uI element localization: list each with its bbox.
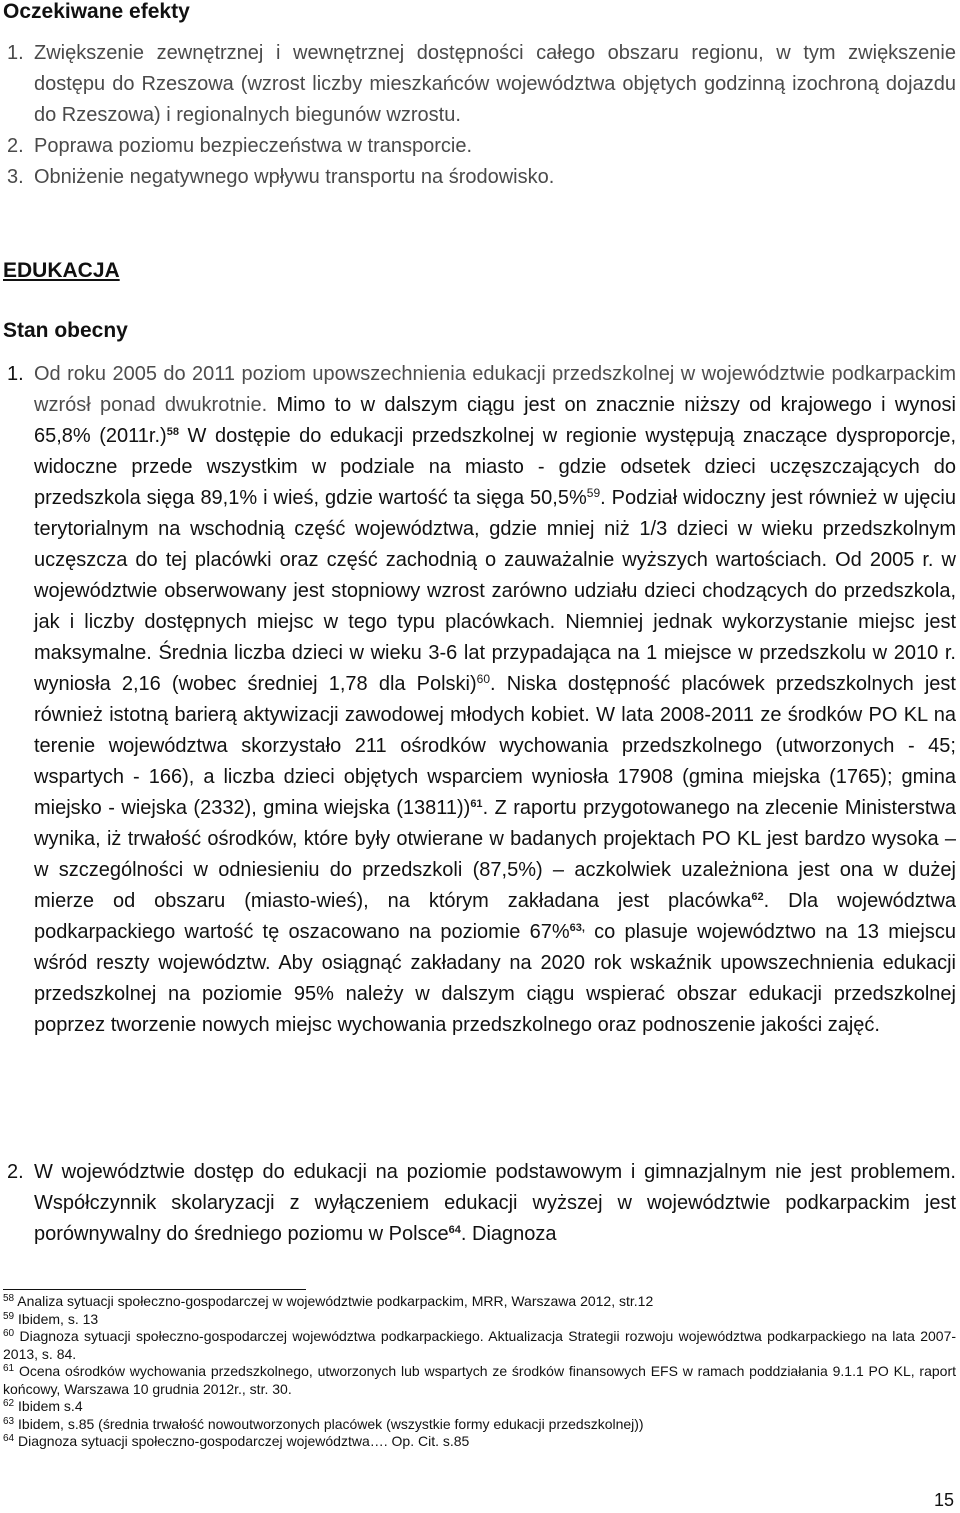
footnote-number: 60 — [3, 1328, 15, 1339]
footnote-separator — [3, 1289, 306, 1290]
footnote-text: Ibidem, s.85 (średnia trwałość nowoutworzonych placówek (wszystkie formy edukacji przedszkolnej)) — [18, 1415, 644, 1432]
text-segment: co plasuje województwo na 13 miejscu wśród reszty województw. Aby osiągnąć zakładany na 2020 rok wskaźnik upowszechnienia edukacji przedszkolnej na poziomie 95% należy w dalszym ciągu wspierać obszar edukacji przedszkolnej poprzez tworzenie nowych miejsc wychowania przedszkolnego oraz podnoszenie jakości zajęć. — [34, 921, 956, 1036]
list-item-text: Poprawa poziomu bezpieczeństwa w transporcie. — [34, 135, 472, 157]
footnote — [3, 1293, 956, 1311]
page-number: 15 — [933, 1490, 954, 1510]
footnote-number: 64 — [3, 1433, 15, 1444]
list-item-text: Zwiększenie zewnętrznej i wewnętrznej dostępności całego obszaru regionu, w tym zwiększenie dostępu do Rzeszowa (wzrost liczby mieszkańców województwa objętych godzinną izochroną dojazdu do Rzeszowa) i regionalnych biegunów wzrostu. — [34, 42, 956, 126]
footnote-number: 59 — [3, 1310, 15, 1322]
list-item-number: 3. — [7, 166, 24, 188]
text-segment: . Z raportu przygotowanego na zlecenie Ministerstwa wynika, iż trwałość ośrodków, które były otwierane w badanych projektach PO KL jest bardzo wysoka – w szczególności w odniesieniu do przedszkoli (87,5%) – aczkolwiek uzależniona jest ona w dużej mierze od obszaru (miasto-wieś), na którym zakładana jest placówka — [34, 797, 956, 912]
footnote — [3, 1398, 956, 1416]
footnote — [3, 1311, 956, 1329]
list-item-text: Obniżenie negatywnego wpływu transportu na środowisko. — [34, 166, 555, 188]
text-segment: Mimo to w dalszym ciągu jest on znacznie niższy od krajowego i wynosi 65,8% (2011r.) — [34, 394, 956, 447]
footnote-text: Ibidem, s. 13 — [18, 1310, 99, 1327]
text-segment: Od roku 2005 do 2011 poziom upowszechnienia edukacji przedszkolnej w województwie podkarpackim wzrósł ponad dwukrotnie. — [34, 363, 956, 416]
paragraph-number: 1. — [7, 363, 24, 385]
footnote-ref: 58 — [166, 426, 179, 438]
footnote-ref: 62 — [751, 891, 764, 903]
text-segment: . Dla województwa podkarpackiego wartość tę oszacowano na poziomie 67% — [34, 890, 957, 943]
section-title-education: EDUKACJA — [3, 259, 120, 282]
footnote-ref: 61 — [470, 798, 483, 810]
footnote-ref: 64 — [448, 1224, 461, 1236]
footnote-number: 58 — [3, 1293, 15, 1304]
footnote-text: Ocena ośrodków wychowania przedszkolnego, utworzonych lub wspartych ze środków finansowych EFS w ramach poddziałania 9.1.1 PO KL, raport końcowy, Warszawa 10 grudnia 2012r., str. 30. — [3, 1363, 957, 1397]
subsection-title-current-state: Stan obecny — [3, 319, 128, 342]
footnote-number: 62 — [3, 1398, 15, 1409]
list-item-number: 1. — [7, 42, 24, 64]
footnote — [3, 1433, 956, 1451]
text-segment: W województwie dostęp do edukacji na poziomie podstawowym i gimnazjalnym nie jest problemem. — [34, 1161, 956, 1183]
footnote-ref: 60 — [476, 672, 491, 686]
heading-expected-effects: Oczekiwane efekty — [3, 0, 190, 23]
footnote — [3, 1363, 956, 1398]
footnote-ref: 63, — [569, 922, 585, 934]
text-segment: . Diagnoza — [460, 1223, 557, 1245]
footnote — [3, 1328, 956, 1363]
footnote-text: Diagnoza sytuacji społeczno-gospodarczej województwa podkarpackiego. Aktualizacja Strategii rozwoju województwa podkarpackiego na lata 2007-2013, s. 84. — [3, 1328, 957, 1362]
footnotes — [3, 1293, 956, 1451]
paragraph-text — [34, 359, 956, 1041]
footnote-text: Analiza sytuacji społeczno-gospodarczej w województwie podkarpackim, MRR, Warszawa 2012, str.12 — [17, 1293, 654, 1309]
text-segment: Współczynnik skolaryzacji z wyłączeniem edukacji wyższej w województwie podkarpackim jest porównywalny do średniego poziomu w Polsce — [34, 1192, 956, 1245]
text-segment: . Podział widoczny jest również w ujęciu terytorialnym na wschodnią część województwa, gdzie mniej niż 1/3 dzieci w wieku przedszkolnym uczęszcza do tej placówki oraz część zachodnią o zauważalnie wyższych wartościach. Od 2005 r. w województwie obserwowany jest stopniowy wzrost zarówno udziału dzieci chodzących do przedszkola, jak i liczby dostępnych miejsc w tego typu placówkach. Niemniej jednak wykorzystanie miejsc jest maksymalne. Średnia liczba dzieci w wieku 3-6 lat przypadająca na 1 miejsce w przedszkolu w 2010 r. wyniosła 2,16 (wobec średniej 1,78 dla Polski) — [34, 487, 956, 695]
paragraph-text — [34, 1157, 956, 1250]
footnote-text: Diagnoza sytuacji społeczno-gospodarczej województwa…. Op. Cit. s.85 — [18, 1433, 470, 1449]
text-segment: W dostępie do edukacji przedszkolnej w regionie występują znaczące dysproporcje, widoczne przede wszystkim w podziale na miasto - gdzie odsetek dzieci uczęszczających do przedszkola sięga 89,1% i wieś, gdzie wartość ta sięga 50,5% — [34, 425, 957, 509]
footnote — [3, 1416, 956, 1434]
list-item-number: 2. — [7, 135, 24, 157]
footnote-number: 61 — [3, 1363, 15, 1374]
paragraph-number: 2. — [7, 1161, 24, 1183]
text-segment: . Niska dostępność placówek przedszkolnych jest również istotną barierą aktywizacji zawodowej młodych kobiet. W lata 2008-2011 ze środków PO KL na terenie województwa skorzystało 211 ośrodków wychowania przedszkolnego (utworzonych - 45; wspartych - 166), a liczba dzieci objętych wsparciem wyniosła 17908 (gmina miejska (1765); gmina miejsko - wiejska (2332), gmina wiejska (13811)) — [34, 673, 956, 819]
footnote-ref: 59 — [586, 486, 601, 500]
footnote-text: Ibidem s.4 — [18, 1398, 83, 1414]
footnote-number: 63 — [3, 1415, 15, 1427]
